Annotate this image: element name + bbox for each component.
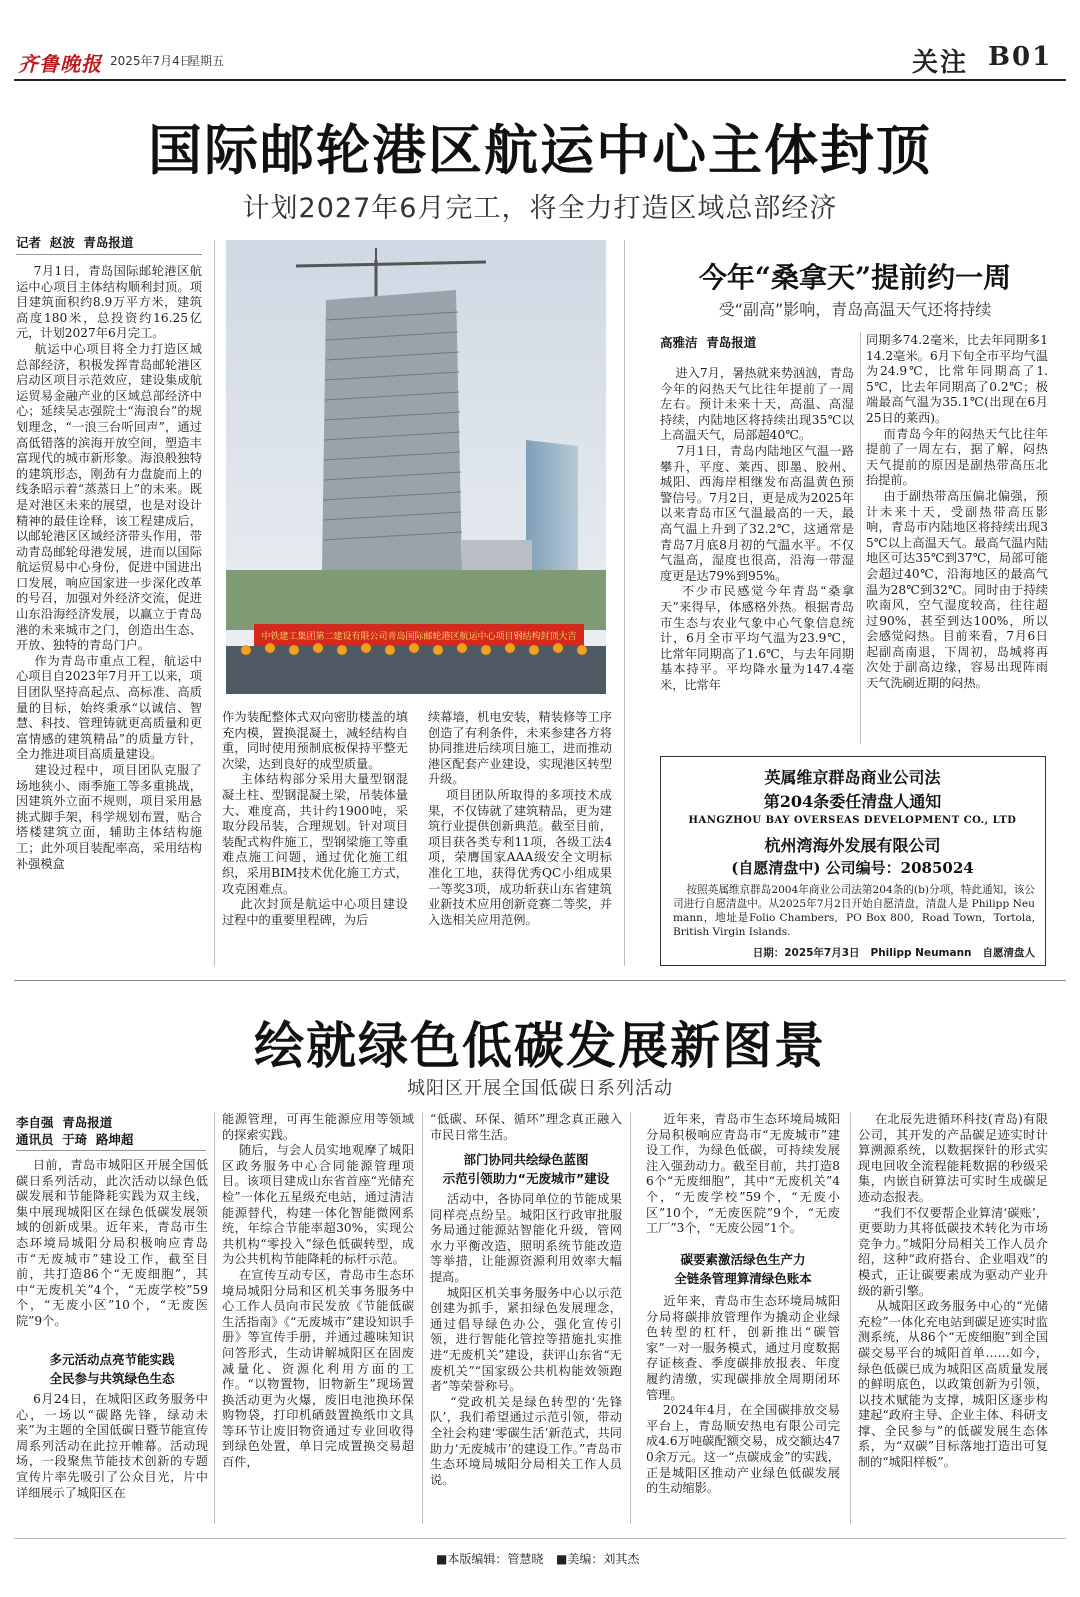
green-column-3a: “低碳、环保、循环”理念真正融入市民日常生活。 (430, 1112, 622, 1142)
notice-body: 按照英属维京群岛2004年商业公司法第204条的(b)分项，特此通知，该公司进行自愿清盘中。从2025年7月2日开始自愿清盘，清盘人是 Philipp Neumann，地址是Folio Chambers, PO Box 800, Road Town, Tortola, British Virgin Islands. (673, 884, 1042, 938)
green-column-3b: 活动中，各协同单位的节能成果同样亮点纷呈。城阳区行政审批服务局通过能源站智能化升级，管网水力平衡改造，照明系统节能改造等举措，让能源资源利用效率大幅提高。 城阳区机关事务服务中心以示范创建为抓手，紧扣绿色发展理念，通过倡导绿色办公，强化宣传引领，进行智能化管控等措施扎实推进“无废机关”建设，获评山东省“无废机关”“国家级公共机构能效领跑者”等荣誉称号。 “党政机关是绿色转型的‘先锋队’，我们希望通过示范引领，带动全社会构建‘零碳生活’新范式，共同助力‘无废城市’的建设工作。”青岛市生态环境局城阳分局相关工作人员说。 (430, 1192, 623, 1487)
notice-title-2: 第204条委任清盘人通知 (763, 792, 942, 811)
newspaper-masthead: 齐鲁晚报 (18, 52, 102, 76)
column-divider (214, 1112, 215, 1524)
notice-company-status: (自愿清盘中) 公司编号：2085024 (731, 859, 974, 877)
weather-column-2: 同期多74.2毫米，比去年同期多114.2毫米。6月下旬全市平均气温为24.9℃，比常年同期高了1.5℃，比去年同期高了0.2℃；极端最高气温为35.1℃(出现在6月25日的莱西)。 而青岛今年的闷热天气比往年提前了一周左右，据了解，闷热天气提前的原因是副热带高压北抬提前。 由于副热带高压偏北偏强，预计未来十天，受副热带高压影响，青岛市内陆地区将持续出现35℃以上高温天气。最高气温内陆地区可达35℃到37℃，局部可能会超过40℃，沿海地区的最高气温为28℃到32℃。同时由于持续吹南风，空气湿度较高，往往超过90%，甚至到达100%，所以会感觉闷热。目前来看，7月6日起副高南退，下周初，岛城将再次处于副高边缘，容易出现阵雨天气洗刷近期的闷热。 (866, 333, 1048, 691)
notice-company-english: HANGZHOU BAY OVERSEAS DEVELOPMENT CO., LTD (688, 815, 1017, 826)
page-designer: ■美编：刘其杰 (556, 1552, 640, 1566)
lead-byline: 记者 赵波 青岛报道 (16, 235, 134, 250)
green-column-1b: 6月24日，在城阳区政务服务中心，一场以“碳路先锋，绿动未来”为主题的全国低碳日暨节能宣传周系列活动在此拉开帷幕。活动现场，一段聚焦节能技术创新的专题宣传片率先吸引了公众目光，片中详细展示了城阳区在 (16, 1392, 208, 1500)
column-divider (630, 1112, 631, 1524)
page-number: B01 (988, 42, 1053, 72)
weather-subhead: 受“副高”影响，青岛高温天气还将持续 (718, 300, 992, 319)
lead-headline: 国际邮轮港区航运中心主体封顶 (148, 118, 932, 182)
byline-rule (16, 1150, 206, 1151)
green-column-5: 在北辰先进循环科技(青岛)有限公司，其开发的产品碳足迹实时计算溯源系统，以数据探针的形式实现电回收全流程能耗数据的秒级采集，内嵌自研算法可实时生成碳足迹动态报表。 “我们不仅要帮企业算清‘碳账’，更要助力其将低碳技术转化为市场竞争力。”城阳分局相关工作人员介绍，这种“政府搭台、企业唱戏”的模式，正让碳要素成为驱动产业升级的新引擎。 从城阳区政务服务中心的“光储充检”一体化充电站到碳足迹实时监测系统，从86个“无废细胞”到全国碳交易平台的城阳首单……如今，绿色低碳已成为城阳区高质量发展的鲜明底色，以政策创新为引领，以技术赋能为支撑，城阳区逐步构建起“政府主导、企业主体、科研支撑、全民参与”的低碳发展生态体系，为“双碳”目标落地打造出可复制的“城阳样板”。 (858, 1112, 1048, 1470)
masthead-rule (14, 79, 1066, 81)
green-subheading-2: 部门协同共绘绿色蓝图 示范引领助力“无废城市”建设 (442, 1152, 610, 1186)
construction-photo (226, 240, 606, 694)
weather-headline: 今年“桑拿天”提前约一周 (698, 261, 1012, 294)
lead-column-3: 续幕墙，机电安装，精装修等工序创造了有利条件，未来参建各方将协同推进后续项目施工，进而推动港区配套产业建设，实现港区转型升级。 项目团队所取得的多项技术成果，不仅铸就了建筑精品，更为建筑行业提供创新典范。截至目前，项目获各类专利11项，各级工法4项，荣膺国家AAA级安全文明标准化工地，获得优秀QC小组成果一等奖3项，成功斩获山东省建筑业新技术应用创新竞赛二等奖，并入选相关应用范例。 (428, 710, 612, 927)
section-separator (14, 980, 1066, 981)
lead-subhead: 计划2027年6月完工，将全力打造区域总部经济 (242, 193, 838, 224)
green-column-4a: 近年来，青岛市生态环境局城阳分局积极响应青岛市“无废城市”建设工作，为绿色低碳，可持续发展注入强劲动力。截至目前，共打造86个“无废细胞”，其中“无废机关”4个，“无废学校”59个，“无废小区”10个，“无废医院”9个，“无废工厂”3个，“无废公园”1个。 (646, 1112, 841, 1236)
lead-column-1: 7月1日，青岛国际邮轮港区航运中心项目主体结构顺利封顶。项目建筑面积约8.9万平方米，建筑高度180米，总投资约16.25亿元，计划2027年6月完工。 航运中心项目将全力打造区域总部经济，积极发挥青岛邮轮港区启动区项目示范效应，建设集成航运贸易金融产业的区域总部经济中心；延续吴志强院士“海浪台”的规划理念，“一浪三台听回声”，通过高低错落的滨海开放空间，塑造丰富现代的城市新形象。海浪般独特的建筑形态，刚劲有力盘旋而上的线条昭示着“蒸蒸日上”的未来。既是对港区未来的展望，也是对设计精神的最佳诠释，该工程建成后，以邮轮港区区域经济带头作用，带动青岛邮轮母港发展，进而以国际航运贸易中心身份，促进中国进出口发展，响应国家进一步深化改革的号召，加强对外经济交流，促进山东沿海经济发展，以赢立于青岛港的未来城市之门，创造出生态、开放、独特的青岛门户。 作为青岛市重点工程，航运中心项目自2023年7月开工以来，项目团队坚持高起点、高标准、高质量的目标，始终秉承“以诚信、智慧、科技、管理铸就更高质量和更富情感的建筑精品”的质量方针，全力推进项目高质量建设。 建设过程中，项目团队克服了场地狭小、雨季施工等多重挑战，因建筑外立面不规则，项目采用悬挑式脚手架，科学规划布置，贴合塔楼建筑立面，辅助主体结构施工；此外项目装配率高，采用结构补强模盒 (16, 264, 202, 871)
issue-weekday: 星期五 (188, 54, 225, 68)
notice-company: 杭州湾海外发展有限公司 (764, 836, 941, 855)
column-divider (422, 1112, 423, 1524)
column-divider (624, 240, 625, 966)
green-subhead: 城阳区开展全国低碳日系列活动 (407, 1078, 673, 1099)
banner-text: 中铁建工集团第二建设有限公司青岛国际邮轮港区航运中心项目钢结构封顶大吉 (261, 632, 577, 642)
green-subheading-3: 碳要素激活绿色生产力 全链条管理算清绿色账本 (674, 1252, 812, 1286)
footer-rule (14, 1538, 1066, 1539)
column-divider (214, 240, 215, 966)
green-subheading-1: 多元活动点亮节能实践 全民参与共筑绿色生态 (49, 1352, 175, 1386)
column-divider (860, 332, 861, 744)
notice-signature: 日期：2025年7月3日 Philipp Neumann 自愿清盘人 (752, 947, 1035, 959)
notice-title-1: 英属维京群岛商业公司法 (764, 768, 941, 787)
green-headline: 绘就绿色低碳发展新图景 (254, 1016, 826, 1075)
green-column-2: 能源管理，可再生能源应用等领域的探索实践。 随后，与会人员实地观摩了城阳区政务服务中心合同能源管理项目。该项目建成山东省首座“光储充检”一体化五星级充电站，通过清洁能源替代，构建一体化智能微网系统，年综合节能率超30%，实现公共机构“零投入”绿色低碳转型，成为公共机构节能降耗的标杆示范。 在宣传互动专区，青岛市生态环境局城阳分局和区机关事务服务中心工作人员向市民发放《节能低碳生活指南》《“无废城市”建设知识手册》等宣传手册，并通过趣味知识问答形式，生动讲解城阳区在固废减量化、资源化利用方面的工作。“以物置物，旧物新生”现场置换活动更为火爆，废旧电池换环保购物袋，打印机硒鼓置换纸巾文具等环节让废旧物资通过专业回收得到绿色处置，单日完成置换交易超百件， (222, 1112, 415, 1470)
liquidation-notice (660, 756, 1046, 966)
byline-rule (16, 254, 202, 255)
green-column-4b: 近年来，青岛市生态环境局城阳分局将碳排放管理作为撬动企业绿色转型的杠杆，创新推出“碳管家”一对一服务模式，通过月度数据存证核查、季度碳排放报表、年度履约清缴，实现碳排放全周期闭环管理。 2024年4月，在全国碳排放交易平台上，青岛顺安热电有限公司完成4.6万吨碳配额交易，成交额达470余万元。这一“点碳成金”的实践，正是城阳区推动产业绿色低碳发展的生动缩影。 (646, 1294, 841, 1496)
green-column-1a: 日前，青岛市城阳区开展全国低碳日系列活动，此次活动以绿色低碳发展和节能降耗实践为双主线，集中展现城阳区在绿色低碳发展领域的创新成果。近年来，青岛市生态环境局城阳分局积极响应青岛市“无废城市”建设工作，截至目前，共打造86个“无废细胞”，其中“无废机关”4个，“无废学校”59个，“无废小区”10个，“无废医院”9个。 (16, 1158, 209, 1328)
weather-byline: 高雅洁 青岛报道 (660, 335, 757, 350)
page-editor: ■本版编辑：管慧晓 (436, 1552, 544, 1566)
column-divider (850, 1112, 851, 1524)
weather-column-1: 进入7月，暑热就来势汹汹，青岛今年的闷热天气比往年提前了一周左右。预计未来十天，高温、高湿持续，内陆地区将持续出现35℃以上高温天气，局部超40℃。 7月1日，青岛内陆地区气温一路攀升，平度、莱西、即墨、胶州、城阳、西海岸相继发布高温黄色预警信号。7月2日，更是成为2025年以来青岛市区气温最高的一天，最高气温上升到了32.2℃，这通常是青岛7月底8月初的气温水平。不仅气温高，湿度也很高，沿海一带湿度更是达79%到95%。 不少市民感觉今年青岛“桑拿天”来得早，体感格外热。根据青岛市生态与农业气象中心气象信息统计，6月全市平均气温为23.9℃，比常年同期高了1.6℃，与去年同期基本持平。平均降水量为147.4毫米，比常年 (660, 366, 855, 692)
green-byline: 李自强 青岛报道 通讯员 于琦 路坤超 (16, 1115, 134, 1147)
lead-column-2: 作为装配整体式双向密肋楼盖的填充内模，置换混凝土，减轻结构自重，同时使用预制底板保持平整无次梁，达到良好的成型质量。 主体结构部分采用大量型钢混凝土柱、型钢混凝土梁，吊装体量大、难度高，共计约1900吨，采取分段吊装，合理规划。针对项目装配式构件施工，型钢梁施工等重难点施工问题，通过优化施工组织，采用BIM技术优化施工方式，攻克困难点。 此次封顶是航运中心项目建设过程中的重要里程碑，为后 (222, 710, 408, 927)
section-name: 关注 (912, 48, 969, 78)
issue-date: 2025年7月4日 (110, 54, 192, 68)
